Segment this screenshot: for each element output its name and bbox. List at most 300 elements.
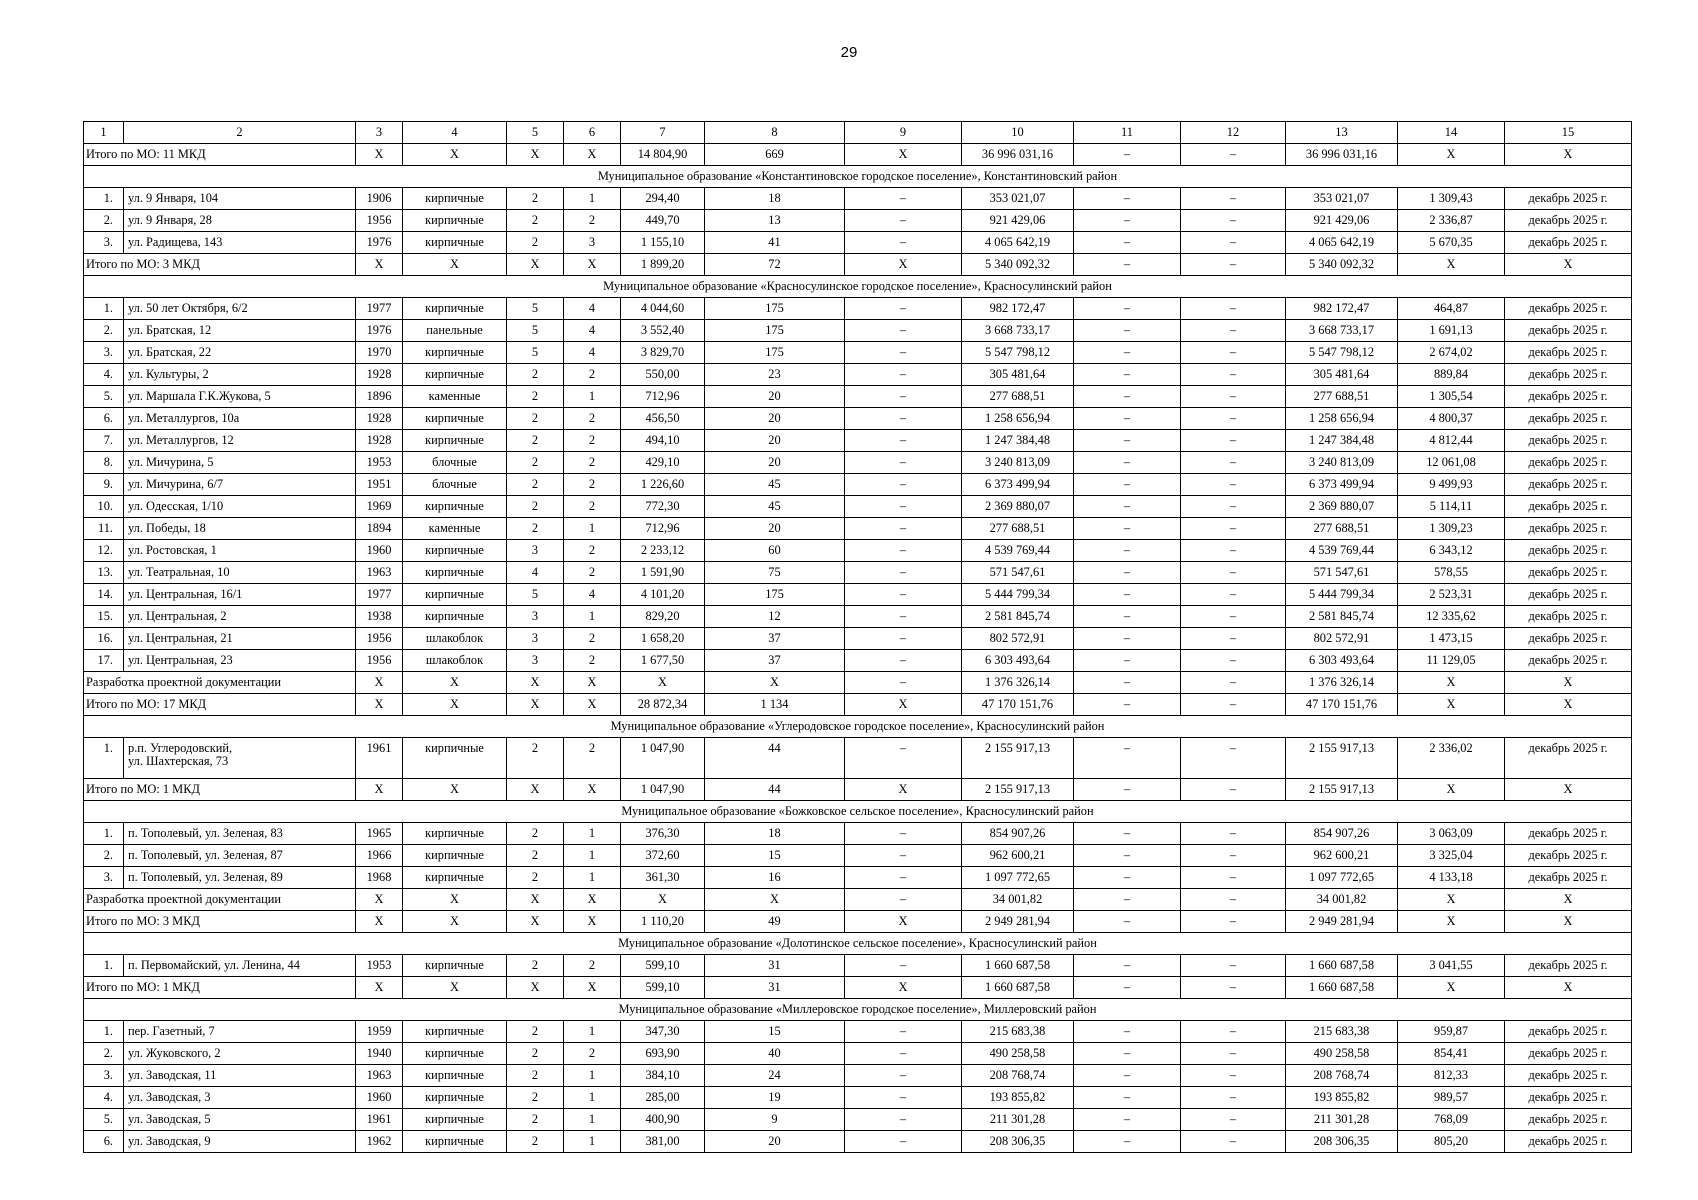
total-cell: X xyxy=(1398,694,1505,716)
table-cell: 5 xyxy=(507,298,564,320)
row-number: 1. xyxy=(84,955,124,977)
table-row xyxy=(84,188,1632,210)
row-number: 2. xyxy=(84,320,124,342)
table-cell: 1961 xyxy=(356,1109,403,1131)
address-cell: ул. Металлургов, 10а xyxy=(124,408,356,430)
table-cell: 175 xyxy=(705,342,845,364)
table-cell: 1976 xyxy=(356,320,403,342)
table-cell: 37 xyxy=(705,628,845,650)
table-cell: – xyxy=(1074,1131,1181,1153)
table-cell: – xyxy=(1074,430,1181,452)
address-cell: ул. Мичурина, 5 xyxy=(124,452,356,474)
table-cell: 2 xyxy=(564,474,621,496)
table-cell: декабрь 2025 г. xyxy=(1505,867,1632,889)
table-cell: 571 547,61 xyxy=(1286,562,1398,584)
total-cell: 31 xyxy=(705,977,845,999)
table-cell: 802 572,91 xyxy=(1286,628,1398,650)
table-cell: декабрь 2025 г. xyxy=(1505,408,1632,430)
table-cell: – xyxy=(1181,474,1286,496)
total-cell: X xyxy=(1398,889,1505,911)
total-cell: 1 110,20 xyxy=(621,911,705,933)
total-cell: X xyxy=(1505,977,1632,999)
table-cell: – xyxy=(1074,386,1181,408)
table-cell: 550,00 xyxy=(621,364,705,386)
total-cell: X xyxy=(621,889,705,911)
table-cell: – xyxy=(1181,738,1286,779)
table-cell: 1963 xyxy=(356,1065,403,1087)
total-cell: 1 660 687,58 xyxy=(1286,977,1398,999)
table-cell: 982 172,47 xyxy=(962,298,1074,320)
table-cell: 921 429,06 xyxy=(1286,210,1398,232)
table-cell: 44 xyxy=(705,738,845,779)
table-cell: 4 133,18 xyxy=(1398,867,1505,889)
table-cell: 18 xyxy=(705,188,845,210)
total-cell: X xyxy=(356,672,403,694)
table-cell: 456,50 xyxy=(621,408,705,430)
total-cell: X xyxy=(356,977,403,999)
table-cell: 381,00 xyxy=(621,1131,705,1153)
table-cell: декабрь 2025 г. xyxy=(1505,1021,1632,1043)
table-cell: 277 688,51 xyxy=(962,386,1074,408)
table-cell: 2 369 880,07 xyxy=(1286,496,1398,518)
table-row xyxy=(84,298,1632,320)
address-cell: ул. Театральная, 10 xyxy=(124,562,356,584)
table-cell: – xyxy=(845,430,962,452)
row-number: 6. xyxy=(84,1131,124,1153)
table-cell: 2 xyxy=(507,386,564,408)
address-cell: ул. Ростовская, 1 xyxy=(124,540,356,562)
address-cell: ул. Заводская, 5 xyxy=(124,1109,356,1131)
total-cell: 1 376 326,14 xyxy=(1286,672,1398,694)
total-row xyxy=(84,144,1632,166)
address-cell: ул. Одесская, 1/10 xyxy=(124,496,356,518)
row-number: 6. xyxy=(84,408,124,430)
total-label: Разработка проектной документации xyxy=(84,889,356,911)
municipality-section-title: Муниципальное образование «Константиновское городское поселение», Константиновский район xyxy=(84,166,1632,188)
table-cell: 4 800,37 xyxy=(1398,408,1505,430)
table-cell: 1951 xyxy=(356,474,403,496)
table-cell: декабрь 2025 г. xyxy=(1505,823,1632,845)
table-row xyxy=(84,628,1632,650)
table-cell: 2 xyxy=(564,430,621,452)
table-cell: – xyxy=(1074,584,1181,606)
total-cell: X xyxy=(403,144,507,166)
table-cell: декабрь 2025 г. xyxy=(1505,584,1632,606)
row-number: 17. xyxy=(84,650,124,672)
table-row xyxy=(84,386,1632,408)
table-cell: кирпичные xyxy=(403,342,507,364)
row-number: 3. xyxy=(84,232,124,254)
table-cell: – xyxy=(845,1021,962,1043)
table-cell: – xyxy=(1181,342,1286,364)
total-row xyxy=(84,254,1632,276)
table-cell: 175 xyxy=(705,320,845,342)
row-number: 1. xyxy=(84,188,124,210)
table-cell: 1 xyxy=(564,518,621,540)
table-cell: 1 658,20 xyxy=(621,628,705,650)
column-number-row xyxy=(84,122,1632,144)
table-cell: 2 xyxy=(564,452,621,474)
table-cell: 20 xyxy=(705,408,845,430)
table-cell: – xyxy=(845,188,962,210)
table-cell: – xyxy=(1181,188,1286,210)
table-cell: – xyxy=(1074,364,1181,386)
table-cell: 889,84 xyxy=(1398,364,1505,386)
table-cell: 2 xyxy=(507,188,564,210)
table-cell: 712,96 xyxy=(621,386,705,408)
table-cell: 1 691,13 xyxy=(1398,320,1505,342)
table-row xyxy=(84,320,1632,342)
table-cell: 4 065 642,19 xyxy=(962,232,1074,254)
row-number: 1. xyxy=(84,1021,124,1043)
table-cell: 3 xyxy=(507,628,564,650)
table-cell: 5 444 799,34 xyxy=(1286,584,1398,606)
total-cell: X xyxy=(507,672,564,694)
table-cell: кирпичные xyxy=(403,210,507,232)
address-cell: ул. Заводская, 11 xyxy=(124,1065,356,1087)
table-cell: кирпичные xyxy=(403,232,507,254)
total-cell: 5 340 092,32 xyxy=(962,254,1074,276)
table-cell: 285,00 xyxy=(621,1087,705,1109)
total-cell: X xyxy=(403,672,507,694)
table-cell: 6 373 499,94 xyxy=(1286,474,1398,496)
total-label: Итого по МО: 1 МКД xyxy=(84,779,356,801)
table-cell: декабрь 2025 г. xyxy=(1505,518,1632,540)
table-cell: – xyxy=(1074,823,1181,845)
total-cell: X xyxy=(845,977,962,999)
table-cell: декабрь 2025 г. xyxy=(1505,650,1632,672)
total-cell: 28 872,34 xyxy=(621,694,705,716)
table-cell: – xyxy=(1074,188,1181,210)
table-cell: 2 xyxy=(507,1065,564,1087)
table-cell: – xyxy=(845,845,962,867)
table-cell: декабрь 2025 г. xyxy=(1505,562,1632,584)
table-cell: 45 xyxy=(705,496,845,518)
table-cell: 2 155 917,13 xyxy=(962,738,1074,779)
table-cell: – xyxy=(1074,496,1181,518)
table-cell: 805,20 xyxy=(1398,1131,1505,1153)
table-cell: 40 xyxy=(705,1043,845,1065)
table-cell: 1940 xyxy=(356,1043,403,1065)
table-cell: 1 xyxy=(564,386,621,408)
table-cell: 305 481,64 xyxy=(1286,364,1398,386)
table-cell: 3 668 733,17 xyxy=(1286,320,1398,342)
total-cell: X xyxy=(356,254,403,276)
table-cell: кирпичные xyxy=(403,738,507,779)
total-cell: 2 155 917,13 xyxy=(962,779,1074,801)
table-cell: 208 768,74 xyxy=(962,1065,1074,1087)
total-cell: 34 001,82 xyxy=(962,889,1074,911)
column-number-cell: 14 xyxy=(1398,122,1505,144)
total-cell: – xyxy=(845,889,962,911)
table-cell: 1 047,90 xyxy=(621,738,705,779)
municipality-section-row xyxy=(84,166,1632,188)
table-cell: шлакоблок xyxy=(403,650,507,672)
table-cell: 60 xyxy=(705,540,845,562)
table-cell: – xyxy=(1074,518,1181,540)
table-cell: 1960 xyxy=(356,540,403,562)
table-cell: 175 xyxy=(705,298,845,320)
table-cell: 3 325,04 xyxy=(1398,845,1505,867)
table-cell: 3 829,70 xyxy=(621,342,705,364)
table-cell: – xyxy=(1181,364,1286,386)
total-cell: 44 xyxy=(705,779,845,801)
table-cell: 15 xyxy=(705,1021,845,1043)
table-cell: – xyxy=(1074,562,1181,584)
address-cell: ул. Заводская, 9 xyxy=(124,1131,356,1153)
address-cell: ул. Братская, 12 xyxy=(124,320,356,342)
table-cell: 1956 xyxy=(356,210,403,232)
table-cell: кирпичные xyxy=(403,430,507,452)
table-cell: кирпичные xyxy=(403,955,507,977)
address-cell: ул. 9 Января, 28 xyxy=(124,210,356,232)
total-cell: – xyxy=(1074,889,1181,911)
table-cell: 4 044,60 xyxy=(621,298,705,320)
table-cell: декабрь 2025 г. xyxy=(1505,232,1632,254)
table-cell: 2 xyxy=(564,1043,621,1065)
table-cell: декабрь 2025 г. xyxy=(1505,474,1632,496)
table-cell: 400,90 xyxy=(621,1109,705,1131)
table-cell: декабрь 2025 г. xyxy=(1505,845,1632,867)
table-cell: 12 335,62 xyxy=(1398,606,1505,628)
table-cell: 2 233,12 xyxy=(621,540,705,562)
total-cell: X xyxy=(356,144,403,166)
table-cell: – xyxy=(1074,298,1181,320)
row-number: 12. xyxy=(84,540,124,562)
total-cell: X xyxy=(705,672,845,694)
table-cell: 6 303 493,64 xyxy=(962,650,1074,672)
table-row xyxy=(84,955,1632,977)
table-cell: 215 683,38 xyxy=(1286,1021,1398,1043)
total-cell: X xyxy=(1505,254,1632,276)
address-cell: ул. Центральная, 16/1 xyxy=(124,584,356,606)
table-cell: 1 xyxy=(564,1021,621,1043)
table-cell: 1 097 772,65 xyxy=(1286,867,1398,889)
row-number: 1. xyxy=(84,298,124,320)
table-cell: 1970 xyxy=(356,342,403,364)
table-cell: кирпичные xyxy=(403,845,507,867)
total-cell: X xyxy=(564,144,621,166)
table-cell: – xyxy=(1181,452,1286,474)
table-cell: 2 336,87 xyxy=(1398,210,1505,232)
table-cell: 3 xyxy=(507,540,564,562)
table-cell: 962 600,21 xyxy=(1286,845,1398,867)
total-cell: – xyxy=(1074,144,1181,166)
table-cell: 2 xyxy=(564,364,621,386)
table-cell: 353 021,07 xyxy=(962,188,1074,210)
table-cell: – xyxy=(845,1065,962,1087)
row-number: 10. xyxy=(84,496,124,518)
table-cell: 1 258 656,94 xyxy=(1286,408,1398,430)
table-row xyxy=(84,1065,1632,1087)
table-cell: 1894 xyxy=(356,518,403,540)
table-cell: – xyxy=(1074,1087,1181,1109)
total-cell: X xyxy=(507,254,564,276)
municipality-section-title: Муниципальное образование «Долотинское сельское поселение», Красносулинский район xyxy=(84,933,1632,955)
table-cell: 449,70 xyxy=(621,210,705,232)
table-cell: 372,60 xyxy=(621,845,705,867)
municipality-section-row xyxy=(84,801,1632,823)
total-cell: X xyxy=(507,779,564,801)
table-cell: – xyxy=(845,210,962,232)
table-cell: 3 240 813,09 xyxy=(962,452,1074,474)
table-cell: 294,40 xyxy=(621,188,705,210)
table-cell: декабрь 2025 г. xyxy=(1505,364,1632,386)
table-cell: 2 xyxy=(564,628,621,650)
table-cell: – xyxy=(1074,408,1181,430)
table-cell: декабрь 2025 г. xyxy=(1505,210,1632,232)
table-cell: – xyxy=(845,298,962,320)
table-cell: 1963 xyxy=(356,562,403,584)
total-cell: – xyxy=(1181,672,1286,694)
table-cell: 1956 xyxy=(356,650,403,672)
table-cell: декабрь 2025 г. xyxy=(1505,1109,1632,1131)
table-row xyxy=(84,496,1632,518)
table-row xyxy=(84,210,1632,232)
table-cell: – xyxy=(1074,210,1181,232)
row-number: 3. xyxy=(84,867,124,889)
table-cell: 15 xyxy=(705,845,845,867)
total-cell: 2 155 917,13 xyxy=(1286,779,1398,801)
table-cell: – xyxy=(1181,518,1286,540)
table-cell: 5 xyxy=(507,342,564,364)
table-cell: – xyxy=(845,518,962,540)
total-cell: – xyxy=(1074,977,1181,999)
total-cell: – xyxy=(1181,779,1286,801)
housing-repair-table xyxy=(83,121,1632,1153)
table-cell: – xyxy=(1181,584,1286,606)
column-number-cell: 7 xyxy=(621,122,705,144)
table-cell: 1 xyxy=(564,1109,621,1131)
column-number-cell: 12 xyxy=(1181,122,1286,144)
table-row xyxy=(84,540,1632,562)
table-cell: – xyxy=(845,562,962,584)
address-cell: ул. Металлургов, 12 xyxy=(124,430,356,452)
table-row xyxy=(84,1021,1632,1043)
total-cell: 5 340 092,32 xyxy=(1286,254,1398,276)
address-cell: пер. Газетный, 7 xyxy=(124,1021,356,1043)
row-number: 2. xyxy=(84,1043,124,1065)
total-cell: X xyxy=(1398,254,1505,276)
row-number: 8. xyxy=(84,452,124,474)
table-cell: 20 xyxy=(705,452,845,474)
total-cell: X xyxy=(1398,977,1505,999)
table-cell: 571 547,61 xyxy=(962,562,1074,584)
table-cell: – xyxy=(1074,1109,1181,1131)
table-cell: кирпичные xyxy=(403,562,507,584)
total-row xyxy=(84,977,1632,999)
table-cell: 1977 xyxy=(356,298,403,320)
total-row xyxy=(84,889,1632,911)
table-cell: декабрь 2025 г. xyxy=(1505,452,1632,474)
table-cell: 1959 xyxy=(356,1021,403,1043)
table-cell: 3 063,09 xyxy=(1398,823,1505,845)
municipality-section-title: Муниципальное образование «Миллеровское городское поселение», Миллеровский район xyxy=(84,999,1632,1021)
total-cell: X xyxy=(1505,779,1632,801)
table-cell: 1960 xyxy=(356,1087,403,1109)
table-cell: – xyxy=(845,452,962,474)
total-cell: X xyxy=(621,672,705,694)
row-number: 5. xyxy=(84,386,124,408)
table-cell: – xyxy=(845,342,962,364)
table-cell: 578,55 xyxy=(1398,562,1505,584)
total-cell: X xyxy=(403,254,507,276)
table-cell: 1 677,50 xyxy=(621,650,705,672)
row-number: 16. xyxy=(84,628,124,650)
row-number: 13. xyxy=(84,562,124,584)
table-cell: 2 xyxy=(507,430,564,452)
table-cell: 4 065 642,19 xyxy=(1286,232,1398,254)
table-cell: – xyxy=(845,474,962,496)
table-cell: – xyxy=(1074,738,1181,779)
total-cell: – xyxy=(1181,977,1286,999)
address-cell: п. Тополевый, ул. Зеленая, 83 xyxy=(124,823,356,845)
table-cell: 6 343,12 xyxy=(1398,540,1505,562)
total-cell: X xyxy=(403,889,507,911)
table-cell: 11 129,05 xyxy=(1398,650,1505,672)
address-cell: ул. Победы, 18 xyxy=(124,518,356,540)
table-cell: каменные xyxy=(403,518,507,540)
table-cell: 2 xyxy=(507,1131,564,1153)
table-cell: 1928 xyxy=(356,408,403,430)
table-cell: 599,10 xyxy=(621,955,705,977)
table-cell: – xyxy=(1181,1087,1286,1109)
total-cell: X xyxy=(356,911,403,933)
table-cell: 772,30 xyxy=(621,496,705,518)
table-cell: кирпичные xyxy=(403,606,507,628)
address-cell: ул. 9 Января, 104 xyxy=(124,188,356,210)
table-cell: – xyxy=(1181,386,1286,408)
table-cell: 1956 xyxy=(356,628,403,650)
table-cell: 305 481,64 xyxy=(962,364,1074,386)
table-cell: 2 336,02 xyxy=(1398,738,1505,779)
table-row xyxy=(84,606,1632,628)
table-cell: 208 306,35 xyxy=(962,1131,1074,1153)
row-number: 9. xyxy=(84,474,124,496)
total-cell: X xyxy=(356,779,403,801)
table-cell: кирпичные xyxy=(403,1109,507,1131)
table-cell: – xyxy=(845,232,962,254)
total-cell: X xyxy=(564,694,621,716)
table-cell: 361,30 xyxy=(621,867,705,889)
table-cell: 2 xyxy=(507,452,564,474)
table-cell: кирпичные xyxy=(403,1087,507,1109)
table-cell: – xyxy=(845,1131,962,1153)
table-cell: – xyxy=(1181,232,1286,254)
table-cell: 2 155 917,13 xyxy=(1286,738,1398,779)
table-cell: 2 xyxy=(507,364,564,386)
table-row xyxy=(84,452,1632,474)
total-cell: 36 996 031,16 xyxy=(962,144,1074,166)
table-cell: 384,10 xyxy=(621,1065,705,1087)
table-cell: – xyxy=(845,364,962,386)
table-cell: 6 373 499,94 xyxy=(962,474,1074,496)
total-cell: X xyxy=(1398,911,1505,933)
total-label: Итого по МО: 1 МКД xyxy=(84,977,356,999)
table-cell: декабрь 2025 г. xyxy=(1505,496,1632,518)
table-cell: – xyxy=(1181,320,1286,342)
page-number: 29 xyxy=(840,44,858,61)
table-cell: 24 xyxy=(705,1065,845,1087)
table-row xyxy=(84,342,1632,364)
table-cell: 2 xyxy=(507,518,564,540)
table-cell: 1 226,60 xyxy=(621,474,705,496)
table-cell: декабрь 2025 г. xyxy=(1505,1087,1632,1109)
table-cell: декабрь 2025 г. xyxy=(1505,738,1632,779)
table-cell: – xyxy=(845,867,962,889)
table-cell: 2 674,02 xyxy=(1398,342,1505,364)
table-cell: 2 xyxy=(564,562,621,584)
